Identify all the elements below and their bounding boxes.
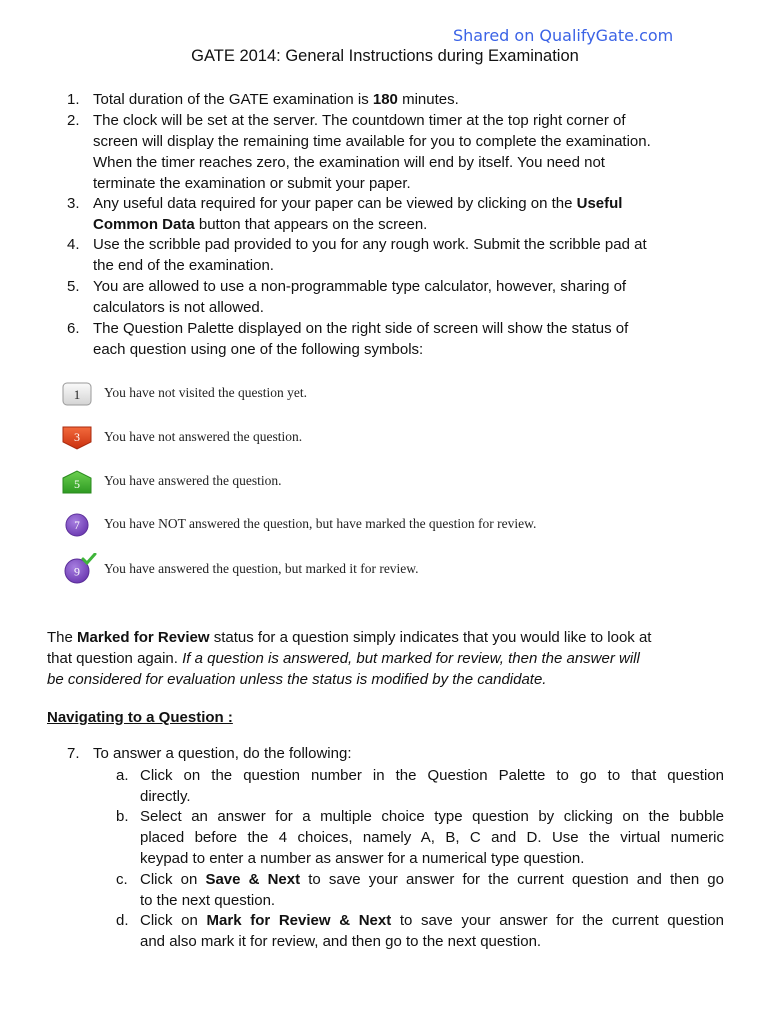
legend-text: You have not answered the question. <box>104 429 303 444</box>
legend-row-answered-marked <box>62 553 662 583</box>
check-icon <box>83 554 95 563</box>
not-answered-symbol-icon <box>62 426 92 450</box>
symbol-number: 9 <box>74 564 80 579</box>
item-line: Common Data button that appears on the screen. <box>93 216 428 233</box>
symbol-number: 3 <box>74 430 80 444</box>
item-line: terminate the examination or submit your paper. <box>93 175 411 192</box>
item-line: screen will display the remaining time available for you to complete the examination. <box>93 133 651 150</box>
marked-review-symbol-icon <box>62 513 92 537</box>
symbol-number: 5 <box>74 477 80 491</box>
legend-row-answered <box>62 470 662 496</box>
section-heading: Navigating to a Question : <box>47 709 233 726</box>
item-line: the end of the examination. <box>93 257 274 274</box>
legend-row-not-answered <box>62 426 662 452</box>
item-line: Use the scribble pad provided to you for any rough work. Submit the scribble pad at <box>93 236 647 253</box>
marked-review-paragraph: The Marked for Review status for a question simply indicates that you would like to look at that question again. If a question is answered, but marked for review, then the answer will be considered for evaluation unless the status is modified by the candidate. <box>47 629 652 688</box>
symbol-number: 7 <box>74 520 80 533</box>
answered-symbol-icon <box>62 470 92 494</box>
legend-text: You have answered the question. <box>104 473 282 488</box>
item-line: each question using one of the following symbols: <box>93 341 424 358</box>
page-title: GATE 2014: General Instructions during Examination <box>191 47 579 65</box>
item-line: The clock will be set at the server. The countdown timer at the top right corner of <box>93 112 626 129</box>
watermark: Shared on QualifyGate.com <box>453 26 674 45</box>
item-line: When the timer reaches zero, the examination will end by itself. You need not <box>93 154 605 171</box>
item-line: Total duration of the GATE examination is 180 minutes. <box>93 91 459 108</box>
not-visited-symbol-icon <box>62 382 92 406</box>
legend-row-marked <box>62 513 662 539</box>
legend-text: You have NOT answered the question, but have marked the question for review. <box>104 516 537 531</box>
legend-text: You have not visited the question yet. <box>104 385 307 400</box>
answered-marked-symbol-icon <box>62 553 98 585</box>
legend-row-not-visited <box>62 382 662 408</box>
item-line: The Question Palette displayed on the right side of screen will show the status of <box>93 320 629 337</box>
symbol-number: 1 <box>73 387 81 402</box>
item-line: Any useful data required for your paper can be viewed by clicking on the Useful <box>93 195 623 212</box>
item-line: calculators is not allowed. <box>93 299 264 316</box>
legend-text: You have answered the question, but marked it for review. <box>104 561 419 576</box>
item-line: You are allowed to use a non-programmable type calculator, however, sharing of <box>93 278 627 295</box>
